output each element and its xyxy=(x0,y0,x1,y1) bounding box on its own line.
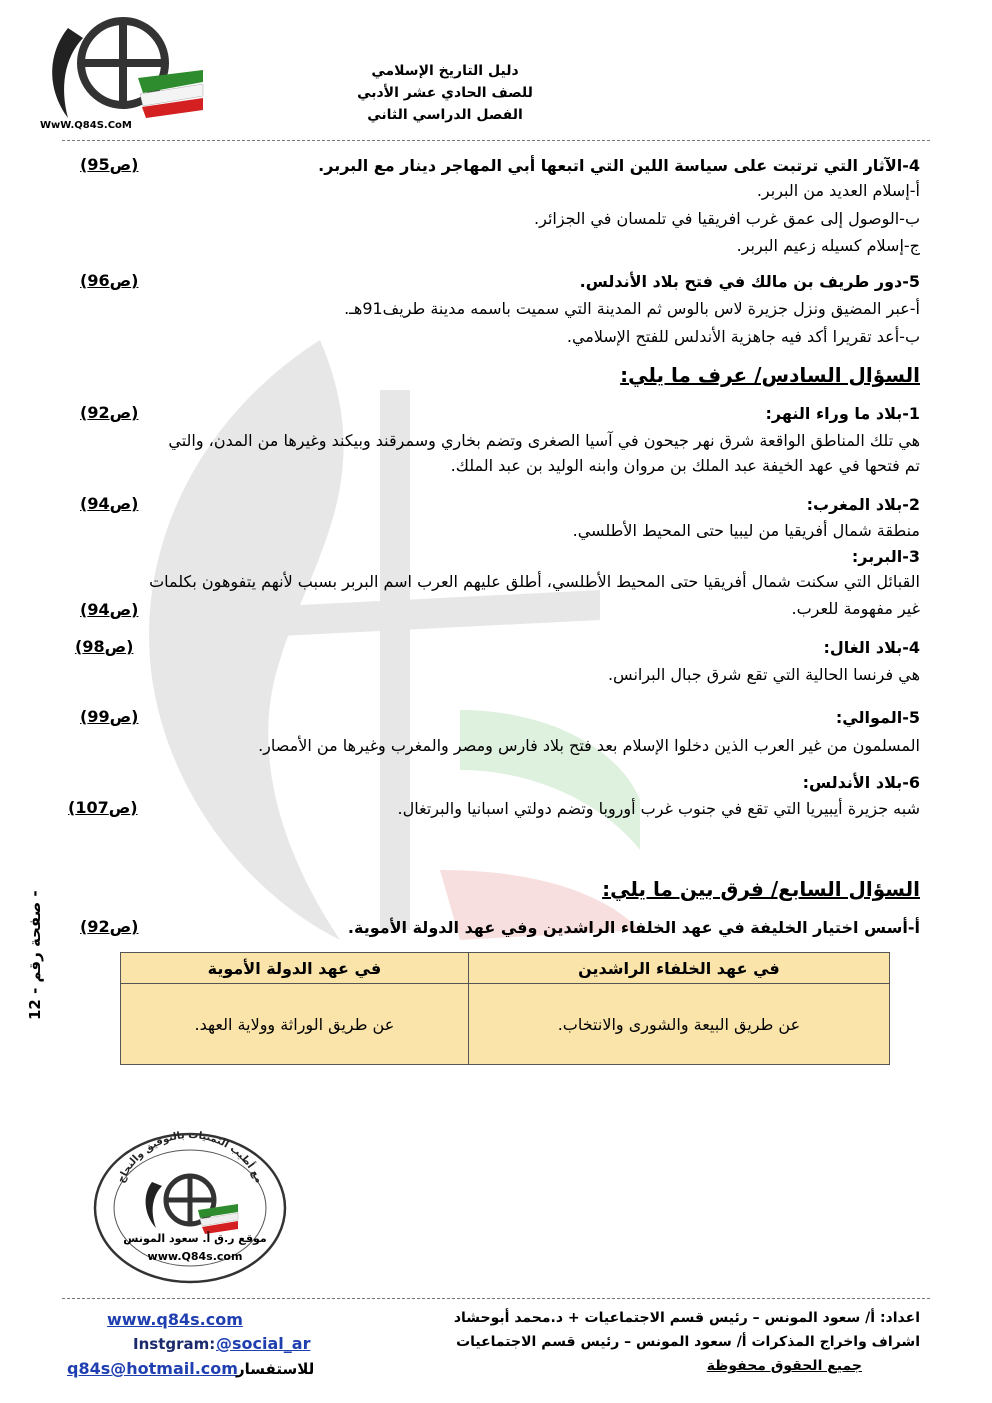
instagram-link[interactable]: @social_ar xyxy=(216,1334,311,1353)
def3-line2: غير مفهومة للعرب. xyxy=(791,599,920,618)
watermark-logo xyxy=(80,330,640,950)
q5-item-a: أ-عبر المضيق ونزل جزيرة لاس بالوس ثم المدينة التي سميت باسمه مدينة طريف91هـ. xyxy=(344,299,920,318)
q4-item-a: أ-إسلام العديد من البربر. xyxy=(756,181,920,200)
header-title-3: الفصل الدراسي الثاني xyxy=(367,107,523,123)
header-divider xyxy=(62,140,930,141)
section7-item-title: أ-أسس اختيار الخليفة في عهد الخلفاء الراشدين وفي عهد الدولة الأموية. xyxy=(347,918,920,937)
footer-rights: جميع الحقوق محفوظة xyxy=(706,1358,862,1374)
def2-page-ref: (ص94) xyxy=(80,494,139,513)
q5-item-b: ب-أعد تقريرا أكد فيه جاهزية الأندلس للفتح الإسلامي. xyxy=(566,327,920,346)
def4-page-ref: (ص98) xyxy=(75,637,134,656)
section7-title: السؤال السابع/ فرق بين ما يلي: xyxy=(602,877,920,901)
q4-page-ref: (ص95) xyxy=(80,155,139,174)
def4-line1: هي فرنسا الحالية التي تقع شرق جبال البرانس. xyxy=(607,665,920,684)
stamp-line2: www.Q84s.com xyxy=(147,1250,243,1263)
page-number-vertical xyxy=(18,880,58,1020)
header-title-1: دليل التاريخ الإسلامي xyxy=(371,63,519,79)
def1-term: 1-بلاد ما وراء النهر: xyxy=(765,404,920,423)
instagram-label: Instgram: xyxy=(133,1335,216,1353)
q5-title: 5-دور طريف بن مالك في فتح بلاد الأندلس. xyxy=(579,272,920,291)
footer-divider xyxy=(62,1298,930,1299)
table-cell-umayyad: عن طريق الوراثة وولاية العهد. xyxy=(121,984,469,1065)
inquiry-label: للاستفسار xyxy=(236,1360,315,1378)
def2-term: 2-بلاد المغرب: xyxy=(806,495,920,514)
def5-line1: المسلمون من غير العرب الذين دخلوا الإسلام بعد فتح بلاد فارس ومصر والمغرب وغيرها من الأمصار. xyxy=(258,736,920,755)
q4-item-b: ب-الوصول إلى عمق غرب افريقيا في تلمسان في الجزائر. xyxy=(534,209,920,228)
def3-page-ref: (ص94) xyxy=(80,600,139,619)
table-header-row xyxy=(121,953,890,984)
section6-title: السؤال السادس/ عرف ما يلي: xyxy=(620,363,920,387)
def6-line1: شبه جزيرة أيبيريا التي تقع في جنوب غرب أوروبا وتضم دولتي اسبانيا والبرتغال. xyxy=(397,799,920,818)
comparison-table xyxy=(120,952,890,1065)
def1-line2: تم فتحها في عهد الخيفة عبد الملك بن مروان وابنه الوليد بن عبد الملك. xyxy=(450,456,920,475)
def1-line1: هي تلك المناطق الواقعة شرق نهر جيحون في آسيا الصغرى وتضم بخاري وسمرقند وبيكند وغيرها من المدن، والتي xyxy=(168,431,920,450)
def6-term: 6-بلاد الأندلس: xyxy=(802,773,920,792)
def3-term: 3-البربر: xyxy=(851,547,920,566)
website-link[interactable]: www.q84s.com xyxy=(107,1310,243,1329)
header-title-2: للصف الحادي عشر الأدبي xyxy=(357,85,533,101)
site-logo xyxy=(28,8,208,136)
table-row xyxy=(121,984,890,1065)
def5-term: 5-الموالي: xyxy=(835,708,920,727)
logo-text: WwW.Q84S.CoM xyxy=(40,120,132,131)
stamp-arc-text: مع أطيب التمنيات بالتوفيق والنجاح xyxy=(115,1130,265,1185)
email-link[interactable]: q84s@hotmail.com xyxy=(67,1359,238,1378)
table-cell-rashidun: عن طريق البيعة والشورى والانتخاب. xyxy=(468,984,889,1065)
def4-term: 4-بلاد الغال: xyxy=(823,638,920,657)
def1-page-ref: (ص92) xyxy=(80,403,139,422)
footer-credit2: اشراف واخراج المذكرات أ/ سعود المونس – رئيس قسم الاجتماعيات xyxy=(456,1334,920,1350)
table-header-umayyad: في عهد الدولة الأموية xyxy=(121,953,469,984)
q4-title: 4-الآثار التي ترتبت على سياسة اللين التي اتبعها أبي المهاجر دينار مع البربر. xyxy=(318,156,920,175)
def5-page-ref: (ص99) xyxy=(80,707,139,726)
def3-line1: القبائل التي سكنت شمال أفريقيا حتى المحيط الأطلسي، أطلق عليهم العرب اسم البربر بسبب لأنهم يتفوهون بكلمات xyxy=(149,572,920,591)
section7-page-ref: (ص92) xyxy=(80,917,139,936)
q4-item-c: ج-إسلام كسيله زعيم البربر. xyxy=(736,236,920,255)
table-header-rashidun: في عهد الخلفاء الراشدين xyxy=(468,953,889,984)
q5-page-ref: (ص96) xyxy=(80,271,139,290)
def2-line1: منطقة شمال أفريقيا من ليبيا حتى المحيط الأطلسي. xyxy=(572,521,920,540)
footer-credit1: اعداد: أ/ سعود المونس – رئيس قسم الاجتماعيات + د.محمد أبوحشاد xyxy=(453,1310,920,1326)
page-number-text: صفحة رقم - 12 - xyxy=(26,890,44,1020)
def6-page-ref: (ص107) xyxy=(68,798,138,817)
stamp-line1: موقع ر.ق أ. سعود المونس xyxy=(123,1232,267,1245)
